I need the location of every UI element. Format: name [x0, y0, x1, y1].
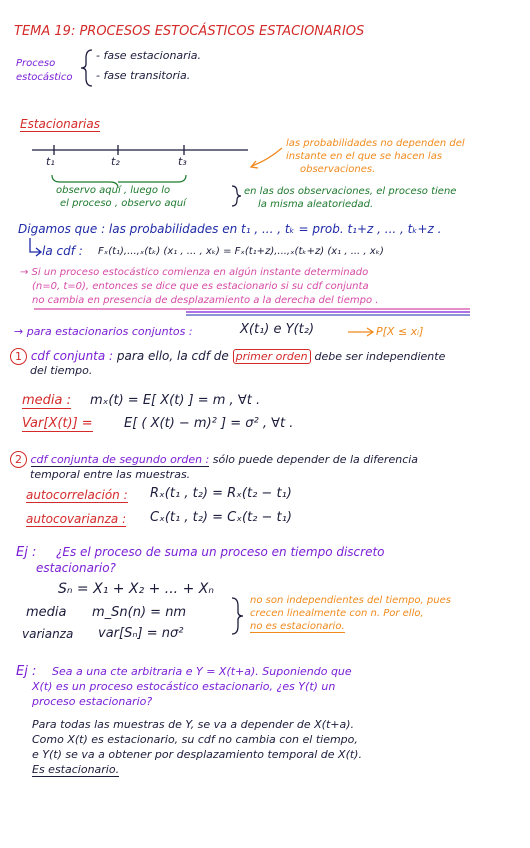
autocovarianza-label: autocovarianza : [26, 512, 127, 526]
intro-item-transitoria: - fase transitoria. [96, 69, 191, 82]
point1-text2: debe ser independiente [314, 350, 446, 363]
ej1-media-formula: m_Sn(n) = nm [92, 605, 187, 620]
point2-text1: sólo puede depender de la diferencia [212, 453, 419, 466]
note-line-3: no cambia en presencia de desplazamiento a la derecha del tiempo . [32, 295, 379, 306]
ej1-var-formula: var[Sₙ] = nσ² [98, 626, 184, 641]
ej1-sum: Sₙ = X₁ + X₂ + ... + Xₙ [58, 581, 214, 597]
timeline-note-arrow [252, 148, 282, 166]
ej2-label: Ej : [16, 664, 37, 679]
page-title: TEMA 19: PROCESOS ESTOCÁSTICOS ESTACIONARIOS [14, 24, 365, 39]
note-line-2: (n=0, t=0), entonces se dice que es estacionario si su cdf conjunta [32, 281, 369, 292]
ej2-line-1: Sea a una cte arbitraria e Y = X(t+a). Suponiendo que [52, 665, 352, 678]
ej2-line-3: proceso estacionario? [32, 695, 153, 708]
cdf-formula: Fₓ(t₁),...,ₓ(tₖ) (x₁ , ... , xₖ) = Fₓ(t₁+z),...,ₓ(tₖ+z) (x₁ , ... , xₖ) [98, 246, 384, 257]
point1-boxed: primer orden [233, 349, 311, 364]
point2-label: cdf conjunta de segundo orden : [30, 453, 210, 466]
ej2-answer-2: Como X(t) es estacionario, su cdf no cambia con el tiempo, [32, 733, 358, 746]
timeline-t3: t₃ [178, 155, 187, 168]
ej1-label: Ej : [16, 545, 37, 560]
autocovarianza-formula: Cₓ(t₁ , t₂) = Cₓ(t₂ − t₁) [150, 510, 292, 525]
timeline-t1: t₁ [46, 155, 55, 168]
ej1-brace [232, 598, 243, 634]
ej2-line-2: X(t) es un proceso estocástico estacionario, ¿es Y(t) un [32, 680, 336, 693]
varianza-formula: E[ ( X(t) − m)² ] = σ² , ∀t . [124, 416, 294, 431]
conjuntos-result: P[X ≤ xᵢ] [376, 325, 424, 338]
ej1-answer-2: crecen linealmente con n. Por ello, [250, 608, 424, 619]
point1-number: 1 [10, 348, 27, 365]
ej2-answer-1: Para todas las muestras de Y, se va a depender de X(t+a). [32, 718, 355, 731]
conjuntos-formula: X(t₁) e Y(t₂) [240, 322, 315, 337]
ej1-var-label: varianza [22, 627, 74, 641]
section-estacionarias: Estacionarias [20, 117, 100, 131]
timeline-note-3: observaciones. [300, 164, 376, 175]
digamos-line: Digamos que : las probabilidades en t₁ , ... , tₖ = prob. t₁+z , ... , tₖ+z . [18, 222, 442, 236]
point1-line2: del tiempo. [30, 364, 93, 377]
ej1-question-2: estacionario? [36, 561, 116, 575]
conjuntos-label: → para estacionarios conjuntos : [14, 325, 193, 338]
cdf-label: la cdf : [42, 244, 83, 258]
intro-brace [81, 50, 92, 86]
intro-item-estacionaria: - fase estacionaria. [96, 49, 201, 62]
varianza-label: Var[X(t)] = [22, 416, 93, 431]
intro-label-2: estocástico [16, 72, 73, 83]
obs-right-2: la misma aleatoriedad. [258, 199, 374, 210]
ej1-answer-1: no son independientes del tiempo, pues [250, 595, 451, 606]
ej1-answer-3: no es estacionario. [250, 621, 345, 632]
obs-right-1: en las dos observaciones, el proceso tiene [244, 186, 457, 197]
timeline-note-2: instante en el que se hacen las [286, 151, 443, 162]
autocorrelacion-formula: Rₓ(t₁ , t₂) = Rₓ(t₂ − t₁) [150, 486, 292, 501]
note-line-1: → Si un proceso estocástico comienza en algún instante determinado [20, 267, 369, 278]
media-label: media : [22, 393, 72, 408]
point1-text1: para ello, la cdf de [116, 349, 229, 363]
intro-label-1: Proceso [16, 58, 56, 69]
ej1-question-1: ¿Es el proceso de suma un proceso en tiempo discreto [56, 545, 385, 559]
timeline-note-1: las probabilidades no dependen del [286, 138, 465, 149]
media-formula: mₓ(t) = E[ X(t) ] = m , ∀t . [90, 393, 261, 408]
ej1-media-label: media [26, 605, 67, 620]
point2-line2: temporal entre las muestras. [30, 468, 191, 481]
ej2-answer-4: Es estacionario. [32, 763, 120, 776]
obs-brace [232, 186, 241, 206]
point2-number: 2 [10, 451, 27, 468]
ej2-answer-3: e Y(t) se va a obtener por desplazamiento temporal de X(t). [32, 748, 362, 761]
point1-label: cdf conjunta : [30, 349, 114, 363]
obs-left-2: el proceso , observo aquí [60, 198, 186, 209]
obs-bracket [52, 175, 118, 188]
timeline-t2: t₂ [111, 155, 120, 168]
obs-left-1: observo aquí , luego lo [56, 185, 171, 196]
autocorrelacion-label: autocorrelación : [26, 488, 128, 502]
